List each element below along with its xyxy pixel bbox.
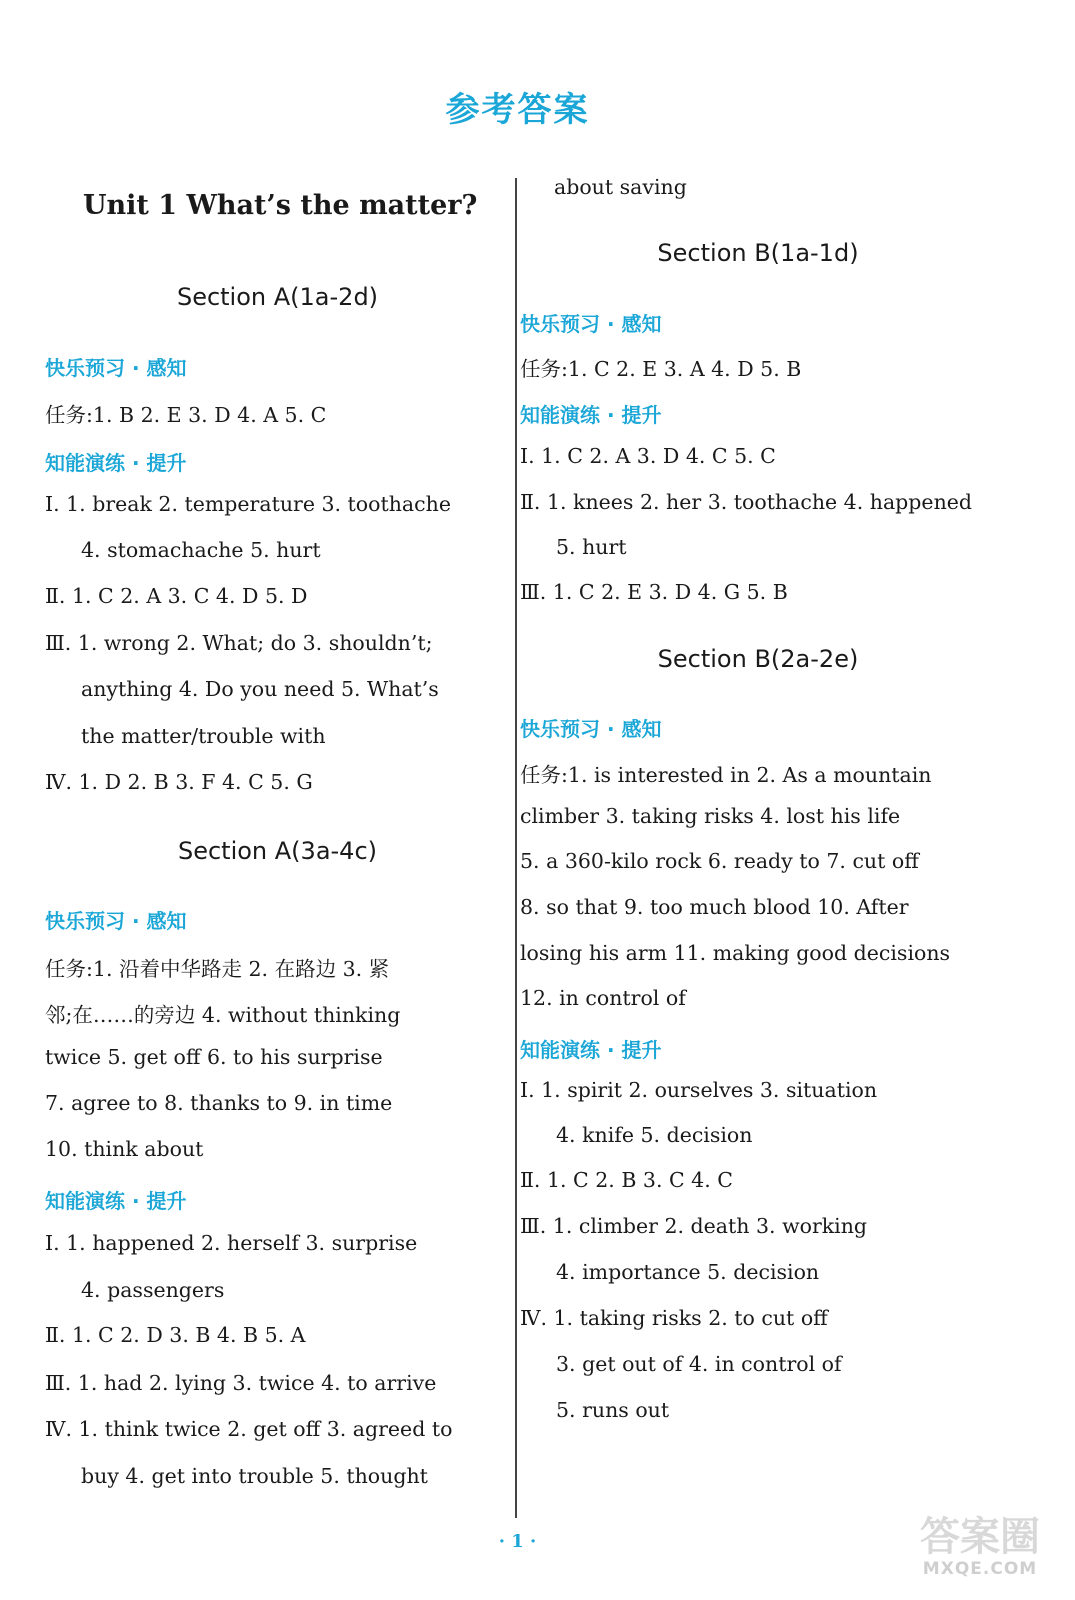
category-practice: 知能演练 · 提升	[520, 403, 662, 427]
answer-line: Ⅱ. 1. knees 2. her 3. toothache 4. happened	[520, 490, 973, 514]
answer-line: Ⅲ. 1. had 2. lying 3. twice 4. to arrive	[45, 1371, 437, 1395]
answer-line: 5. runs out	[556, 1398, 670, 1422]
answer-line: 任务:1. is interested in 2. As a mountain	[520, 763, 932, 787]
answer-line: Ⅰ. 1. happened 2. herself 3. surprise	[45, 1231, 418, 1255]
category-preview: 快乐预习 · 感知	[45, 356, 187, 380]
watermark-logo	[905, 1515, 1055, 1590]
answer-line: Ⅱ. 1. C 2. B 3. C 4. C	[520, 1168, 733, 1192]
answer-line: Ⅲ. 1. climber 2. death 3. working	[520, 1214, 868, 1238]
answer-line: Ⅳ. 1. think twice 2. get off 3. agreed to	[45, 1417, 453, 1441]
answer-line: climber 3. taking risks 4. lost his life	[520, 804, 901, 828]
unit-title: Unit 1 What’s the matter?	[83, 190, 478, 221]
answer-line: Ⅰ. 1. spirit 2. ourselves 3. situation	[520, 1078, 878, 1102]
answer-line: 任务:1. 沿着中华路走 2. 在路边 3. 紧	[45, 957, 390, 981]
column-divider	[515, 178, 517, 1518]
section-title: Section B(1a-1d)	[657, 239, 859, 267]
answer-line: 10. think about	[45, 1137, 204, 1161]
answer-line: losing his arm 11. making good decisions	[520, 941, 951, 965]
category-preview: 快乐预习 · 感知	[520, 717, 662, 741]
answer-line: Ⅱ. 1. C 2. A 3. C 4. D 5. D	[45, 584, 308, 608]
page-number: · 1 ·	[498, 1531, 537, 1552]
answer-line: Ⅳ. 1. D 2. B 3. F 4. C 5. G	[45, 770, 313, 794]
answer-line: 5. a 360-kilo rock 6. ready to 7. cut off	[520, 849, 919, 873]
answer-line: Ⅱ. 1. C 2. D 3. B 4. B 5. A	[45, 1323, 306, 1347]
answer-line: about saving	[554, 175, 687, 199]
answer-line: Ⅰ. 1. C 2. A 3. D 4. C 5. C	[520, 444, 776, 468]
section-title: Section A(3a-4c)	[177, 837, 378, 865]
section-title: Section A(1a-2d)	[176, 283, 379, 311]
answer-line: 4. knife 5. decision	[556, 1123, 753, 1147]
category-practice: 知能演练 · 提升	[45, 1189, 187, 1213]
answer-line: 任务:1. C 2. E 3. A 4. D 5. B	[520, 357, 802, 381]
answer-line: 邻;在……的旁边 4. without thinking	[45, 1003, 401, 1027]
answer-line: Ⅳ. 1. taking risks 2. to cut off	[520, 1306, 828, 1330]
answer-line: buy 4. get into trouble 5. thought	[81, 1464, 428, 1488]
answer-line: 4. stomachache 5. hurt	[81, 538, 321, 562]
answer-line: 5. hurt	[556, 535, 627, 559]
answer-line: Ⅰ. 1. break 2. temperature 3. toothache	[45, 492, 451, 516]
answer-line: 任务:1. B 2. E 3. D 4. A 5. C	[45, 403, 327, 427]
answer-line: Ⅲ. 1. wrong 2. What; do 3. shouldn’t;	[45, 631, 433, 655]
category-practice: 知能演练 · 提升	[520, 1038, 662, 1062]
answer-line: 12. in control of	[520, 986, 686, 1010]
answer-line: the matter/trouble with	[81, 724, 326, 748]
watermark-top-text: 答案圈	[920, 1514, 1040, 1560]
category-preview: 快乐预习 · 感知	[45, 909, 187, 933]
answer-line: 3. get out of 4. in control of	[556, 1352, 842, 1376]
answer-line: Ⅲ. 1. C 2. E 3. D 4. G 5. B	[520, 580, 788, 604]
watermark-bottom-text: MXQE.COM	[922, 1559, 1038, 1579]
answer-line: 4. importance 5. decision	[556, 1260, 820, 1284]
answer-line: 4. passengers	[81, 1278, 225, 1302]
answer-line: twice 5. get off 6. to his surprise	[45, 1045, 383, 1069]
category-preview: 快乐预习 · 感知	[520, 312, 662, 336]
answer-line: anything 4. Do you need 5. What’s	[81, 677, 439, 701]
page-title: 参考答案	[445, 90, 590, 130]
answer-line: 8. so that 9. too much blood 10. After	[520, 895, 909, 919]
category-practice: 知能演练 · 提升	[45, 451, 187, 475]
section-title: Section B(2a-2e)	[657, 645, 859, 673]
answer-line: 7. agree to 8. thanks to 9. in time	[45, 1091, 393, 1115]
